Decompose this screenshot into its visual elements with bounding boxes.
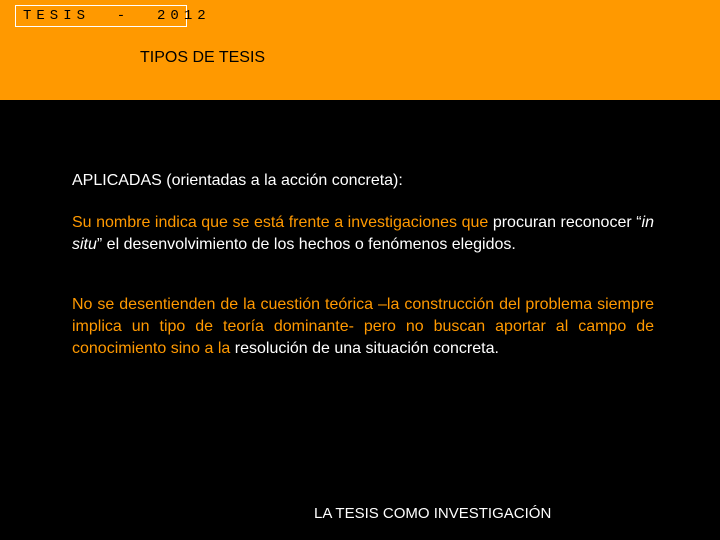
- paragraph-2-text: resolución de una situación concreta.: [230, 340, 499, 357]
- paragraph-1-highlight: Su nombre indica que se está frente a investigaciones que: [72, 214, 489, 231]
- paragraph-1: [72, 212, 654, 256]
- paragraph-1-text-b: ” el desenvolvimiento de los hechos o fenómenos elegidos.: [96, 236, 516, 253]
- header-label: TESIS - 2012: [23, 8, 211, 24]
- header-badge: [15, 5, 211, 27]
- section-heading: APLICADAS (orientadas a la acción concreta):: [72, 172, 403, 189]
- slide-footer: LA TESIS COMO INVESTIGACIÓN: [314, 505, 552, 522]
- title-band: [0, 0, 720, 100]
- slide-title: TIPOS DE TESIS: [140, 49, 266, 66]
- paragraph-1-italic: in situ: [72, 214, 654, 253]
- paragraph-2-highlight: No se desentienden de la cuestión teórica –la construcción del problema siempre implica un tipo de teoría dominante- pero no buscan aportar al campo de conocimiento sino a la: [72, 296, 654, 357]
- paragraph-2: [72, 294, 654, 360]
- slide-body: [72, 170, 654, 360]
- paragraph-1-text-a: procuran reconocer “: [488, 214, 642, 231]
